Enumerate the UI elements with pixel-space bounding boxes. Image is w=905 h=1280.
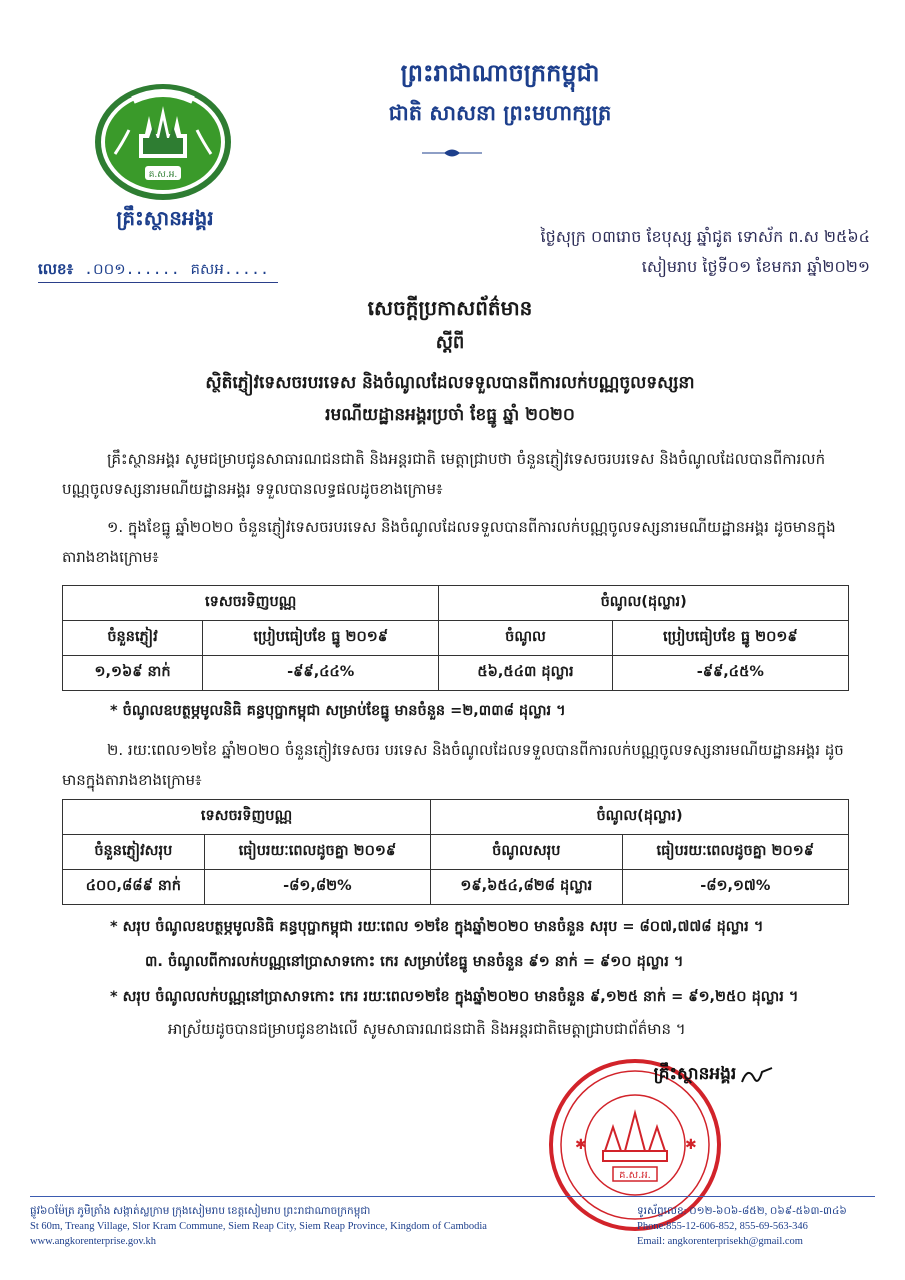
date-solar: សៀមរាប ថ្ងៃទី០១ ខែមករា ឆ្នាំ២០២១ — [641, 257, 870, 276]
table1-revenue-value: ៥៦,៥៤៣ ដុល្លារ — [439, 656, 612, 691]
section-2-paragraph: ២. រយៈពេល១២ខែ ឆ្នាំ២០២០ ចំនួនភ្ញៀវទេសចរ បរទេស និងចំណូលដែលទទួលបានពីការលក់បណ្ណចូលទស្សនារមណីយដ្ឋានអង្គរ ដូចមានក្នុងតារាងខាងក្រោម៖ — [62, 741, 844, 789]
reference-number — [38, 260, 278, 283]
footer-address — [30, 1204, 590, 1249]
reference-value: .០០១...... — [83, 260, 180, 278]
footer-divider — [30, 1196, 875, 1197]
national-motto: ជាតិ សាសនា ព្រះមហាក្សត្រ — [388, 100, 612, 125]
closing-paragraph: អាស្រ័យដូចបានជម្រាបជូនខាងលើ សូមសាធារណជនជាតិ និងអន្តរជាតិមេត្តាជ្រាបជាព័ត៌មាន ។ — [168, 1020, 686, 1038]
intro-paragraph: គ្រឹះស្ថានអង្គរ សូមជម្រាបជូនសាធារណជនជាតិ និងអន្តរជាតិ មេត្តាជ្រាបថា ចំនួនភ្ញៀវទេសចរបរទេស និងចំណូលដែលបានពីការលក់បណ្ណចូលទស្សនារមណីយដ្ឋានអង្គរ ទទួលបានលទ្ធផលដូចខាងក្រោម៖ — [62, 450, 826, 498]
table2-col-revenue: ចំណូលសរុប — [431, 835, 622, 870]
table1-col-visitors: ចំនួនភ្ញៀវ — [63, 621, 203, 656]
org-name: គ្រឹះស្ថានអង្គរ — [116, 206, 214, 230]
table2-col-visitors-compare: ធៀបរយៈពេលដូចគ្នា ២០១៩ — [204, 835, 430, 870]
document-subject-line1: ស្ថិតិភ្ញៀវទេសចរបរទេស និងចំណូលដែលទទួលបានពីការលក់បណ្ណចូលទស្សនា — [205, 373, 695, 393]
logo-initials: គ.ស.អ. — [148, 170, 178, 180]
december-stats-table — [62, 585, 849, 691]
table2-col-visitors: ចំនួនភ្ញៀវសរុប — [63, 835, 205, 870]
footer-phone-en: Phone:855-12-606-852, 855-69-563-346 — [637, 1221, 808, 1232]
signatory-org: គ្រឹះស្ថានអង្គរ — [653, 1064, 737, 1084]
ornament-divider-icon — [422, 148, 482, 158]
footer-address-en: St 60m, Treang Village, Slor Kram Commune, Siem Reap City, Siem Reap Province, Kingdom of Cambodia — [30, 1221, 487, 1232]
table2-revenue-value: ១៩,៦៥៤,៨២៨ ដុល្លារ — [431, 870, 622, 905]
stamp-initials: គ.ស.អ. — [619, 1170, 651, 1181]
footer-email: Email: angkorenterprisekh@gmail.com — [637, 1236, 803, 1247]
table2-group-revenue: ចំណូល(ដុល្លារ) — [431, 800, 849, 835]
table1-col-visitors-compare: ប្រៀបធៀបខែ ធ្នូ ២០១៩ — [203, 621, 439, 656]
table2-visitors-value: ៤០០,៨៨៩ នាក់ — [63, 870, 205, 905]
svg-text:✱: ✱ — [575, 1137, 587, 1153]
reference-label: លេខ៖ — [38, 260, 74, 278]
table1-col-revenue: ចំណូល — [439, 621, 612, 656]
svg-text:✱: ✱ — [685, 1137, 697, 1153]
footer-phone-kh: ទូរស័ព្ទលេខ: ០១២-៦០៦-៨៥២, ០៦៩-៥៦៣-៣៤៦ — [637, 1206, 847, 1217]
document-about: ស្ដីពី — [435, 332, 465, 353]
table2-col-revenue-compare: ធៀបរយៈពេលដូចគ្នា ២០១៩ — [622, 835, 848, 870]
footer-website: www.angkorenterprise.gov.kh — [30, 1236, 157, 1247]
note-december-fund: * ចំណូលឧបត្ថម្ភមូលនិធិ គន្ធបុប្ផាកម្ពុជា សម្រាប់ខែធ្នូ មានចំនួន =២,៣៣៨ ដុល្លារ ។ — [110, 703, 566, 719]
table2-revenue-change: -៨១,១៧% — [622, 870, 848, 905]
table2-group-visitors: ទេសចរទិញបណ្ណ — [63, 800, 431, 835]
kingdom-heading: ព្រះរាជាណាចក្រកម្ពុជា — [400, 58, 600, 87]
section-1-paragraph: ១. ក្នុងខែធ្នូ ឆ្នាំ២០២០ ចំនួនភ្ញៀវទេសចរបរទេស និងចំណូលដែលទទួលបានពីការលក់បណ្ណចូលទស្សនារមណីយដ្ឋានអង្គរ ដូចមានក្នុងតារាងខាងក្រោម៖ — [62, 518, 836, 566]
table1-col-revenue-compare: ប្រៀបធៀបខែ ធ្នូ ២០១៩ — [612, 621, 848, 656]
table1-group-revenue: ចំណូល(ដុល្លារ) — [439, 586, 849, 621]
footer-address-kh: ផ្លូវ៦០ម៉ែត្រ ភូមិត្រាំង សង្កាត់ស្លក្រាម ក្រុងសៀមរាប ខេត្តសៀមរាប ព្រះរាជាណាចក្រកម្ពុជា — [30, 1206, 371, 1217]
table1-visitors-change: -៩៩,៤៤% — [203, 656, 439, 691]
table2-visitors-change: -៨១,៨២% — [204, 870, 430, 905]
annual-stats-table — [62, 799, 849, 905]
table1-revenue-change: -៩៩,៤៥% — [612, 656, 848, 691]
document-title: សេចក្ដីប្រកាសព័ត៌មាន — [367, 296, 533, 320]
signature-mark — [738, 1058, 778, 1088]
note-annual-fund: * សរុប ចំណូលឧបត្ថម្ភមូលនិធិ គន្ធបុប្ផាកម្ពុជា រយៈពេល ១២ខែ ក្នុងឆ្នាំ២០២០ មានចំនួន សរុប = ៨០៧,៧៧៨ ដុល្លារ ។ — [110, 919, 764, 935]
footer-contact — [637, 1204, 887, 1249]
section-3-koh-ker-december: ៣. ចំណូលពីការលក់បណ្ណនៅប្រាសាទកោះ កេរ សម្រាប់ខែធ្នូ មានចំនួន ៩១ នាក់ = ៩១០ ដុល្លារ ។ — [145, 954, 684, 970]
date-lunar: ថ្ងៃសុក្រ ០៣រោច ខែបុស្ស ឆ្នាំជូត ទោស័ក ព.ស ២៥៦៤ — [540, 227, 870, 246]
note-koh-ker-annual: * សរុប ចំណូលលក់បណ្ណនៅប្រាសាទកោះ កេរ រយៈពេល១២ខែ ក្នុងឆ្នាំ២០២០ មានចំនួន ៩,១២៥ នាក់ = ៩១,២៥០ ដុល្លារ ។ — [110, 989, 799, 1005]
document-subject-line2: រមណីយដ្ឋានអង្គរប្រចាំ ខែធ្នូ ឆ្នាំ ២០២០ — [325, 405, 575, 425]
table1-group-visitors: ទេសចរទិញបណ្ណ — [63, 586, 439, 621]
table1-visitors-value: ១,១៦៩ នាក់ — [63, 656, 203, 691]
reference-suffix: គសអ..... — [190, 260, 270, 278]
angkor-enterprise-logo — [93, 82, 233, 202]
